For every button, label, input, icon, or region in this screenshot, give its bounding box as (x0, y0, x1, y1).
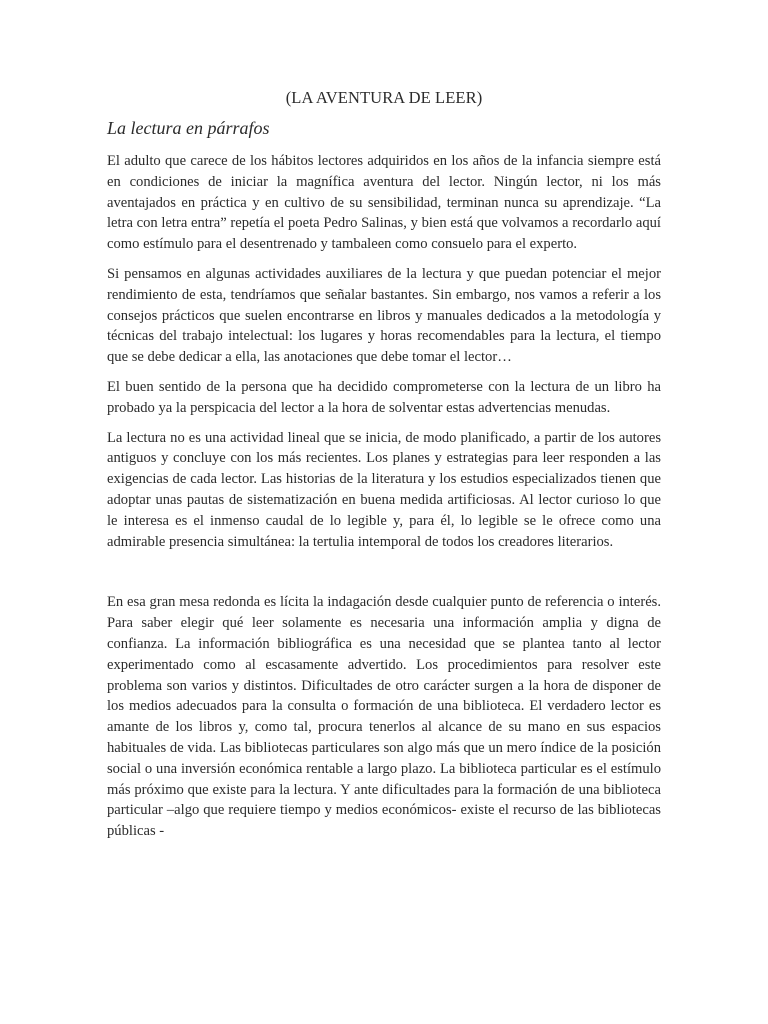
paragraph-3: El buen sentido de la persona que ha decidido comprometerse con la lectura de un libro ha probado ya la perspicacia del lector a la hora de solventar estas advertencias menudas. (107, 378, 661, 416)
section-subtitle: La lectura en párrafos (107, 118, 270, 138)
document-title: (LA AVENTURA DE LEER) (285, 88, 483, 107)
paragraph-5: En esa gran mesa redonda es lícita la indagación desde cualquier punto de referencia o interés. Para saber elegir qué leer solamente es necesaria una información amplia y digna de confianza. La información bibliográfica es una necesidad que se plantea tanto al lector experimentado como al escasamente advertido. Los procedimientos para resolver este problema son varios y distintos. Dificultades de otro carácter surgen a la hora de disponer de los medios adecuados para la consulta o formación de una biblioteca. El verdadero lector es amante de los libros y, como tal, procura tenerlos al alcance de su mano en sus espacios habituales de vida. Las bibliotecas particulares son algo más que un mero índice de la posición social o una inversión económica rentable a largo plazo. La biblioteca particular es el estímulo más próximo que existe para la lectura. Y ante dificultades para la formación de una biblioteca particular –algo que requiere tiempo y medios económicos- existe el recurso de las bibliotecas públicas - (107, 594, 661, 840)
paragraph-4: La lectura no es una actividad lineal que se inicia, de modo planificado, a partir de los autores antiguos y concluye con los más recientes. Los planes y estrategias para leer responden a las exigencias de cada lector. Las historias de la literatura y los estudios especializados tienen que adoptar unas pautas de sistematización en buena medida artificiosas. Al lector curioso lo que le interesa es el inmenso caudal de lo legible y, para él, lo legible se le ofrece como una admirable presencia simultánea: la tertulia intemporal de todos los creadores literarios. (107, 429, 661, 550)
document-page (107, 88, 661, 851)
paragraph-2: Si pensamos en algunas actividades auxiliares de la lectura y que puedan potenciar el mejor rendimiento de esta, tendríamos que señalar bastantes. Sin embargo, nos vamos a referir a los consejos prácticos que suelen encontrarse en libros y manuales dedicados a la metodología y técnicas del trabajo intelectual: los lugares y horas recomendables para la lectura, el tiempo que se debe dedicar a ella, las anotaciones que debe tomar el lector… (107, 265, 661, 366)
paragraph-1: El adulto que carece de los hábitos lectores adquiridos en los años de la infancia siempre está en condiciones de iniciar la magnífica aventura del lector. Ningún lector, ni los más aventajados en práctica y en cultivo de su sensibilidad, terminan nunca su aprendizaje. “La letra con letra entra” repetía el poeta Pedro Salinas, y bien está que volvamos a recordarlo aquí como estímulo para el desentrenado y tambaleen como consuelo para el experto. (107, 153, 661, 253)
